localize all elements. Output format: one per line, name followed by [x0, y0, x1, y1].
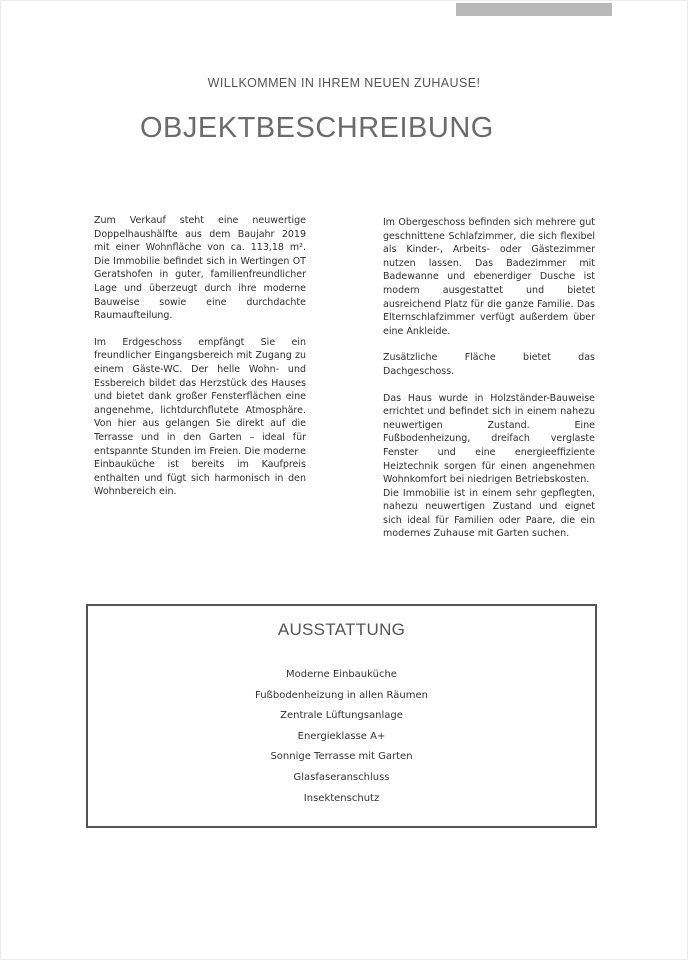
welcome-heading: WILLKOMMEN IN IHREM NEUEN ZUHAUSE! [207, 76, 481, 90]
feature-item: Zentrale Lüftungsanlage [280, 710, 403, 722]
feature-item: Fußbodenheizung in allen Räumen [255, 689, 428, 701]
description-paragraph: Im Obergeschoss befinden sich mehrere gut geschnittene Schlafzimmer, die sich flexibel als Kinder-, Arbeits- oder Gästezimmer nutzen lassen. Das Badezimmer mit Badewanne und ebenerdiger Dusche ist modern ausgestattet und bietet ausreichend Platz für die ganze Familie. Das Elternschlafzimmer verfügt außerdem über eine Ankleide. [383, 217, 595, 337]
page-title: OBJEKTBESCHREIBUNG [140, 112, 494, 144]
feature-item: Insektenschutz [303, 792, 380, 804]
feature-item: Glasfaseranschluss [293, 771, 390, 783]
description-left-column [94, 214, 306, 512]
feature-item: Moderne Einbauküche [286, 669, 397, 680]
description-paragraph: Das Haus wurde in Holzständer-Bauweise errichtet und befindet sich in einem nahezu neuwertigen Zustand. Eine Fußbodenheizung, dreifach verglaste Fenster und eine energieeffiziente Heiztechnik sorgen für einen angenehmen Wohnkomfort bei niedrigen Betriebskosten. [383, 392, 595, 486]
top-bar [456, 3, 612, 16]
description-paragraph: Die Immobilie ist in einem sehr gepflegten, nahezu neuwertigen Zustand und eignet sich ideal für Familien oder Paare, die ein modernes Zuhause mit Garten suchen. [383, 487, 595, 540]
features-box [86, 604, 597, 828]
description-paragraph: Zum Verkauf steht eine neuwertige Doppelhaushälfte aus dem Baujahr 2019 mit einer Wohnfläche von ca. 113,18 m². Die Immobilie befindet sich in Wertingen OT Geratshofen in guter, familienfreundlicher Lage und überzeugt durch ihre moderne Bauweise sowie eine durchdachte Raumaufteilung. [94, 215, 306, 322]
features-heading: AUSSTATTUNG [277, 620, 406, 639]
features-list [88, 669, 595, 813]
description-paragraph: Im Erdgeschoss empfängt Sie ein freundlicher Eingangsbereich mit Zugang zu einem Gäste-WC. Der helle Wohn- und Essbereich bildet das Herzstück des Hauses und bietet dank großer Fensterflächen eine angenehme, lichtdurchflutete Atmosphäre. Von hier aus gelangen Sie direkt auf die Terrasse und in den Garten – ideal für entspannte Stunden im Freien. Die moderne Einbauküche ist bereits im Kaufpreis enthalten und fügt sich harmonisch in den Wohnbereich ein. [94, 336, 306, 498]
description-paragraph: Zusätzliche Fläche bietet das Dachgeschoss. [383, 352, 595, 377]
feature-item: Sonnige Terrasse mit Garten [270, 751, 413, 763]
description-right-column [383, 216, 595, 554]
feature-item: Energieklasse A+ [297, 730, 386, 742]
